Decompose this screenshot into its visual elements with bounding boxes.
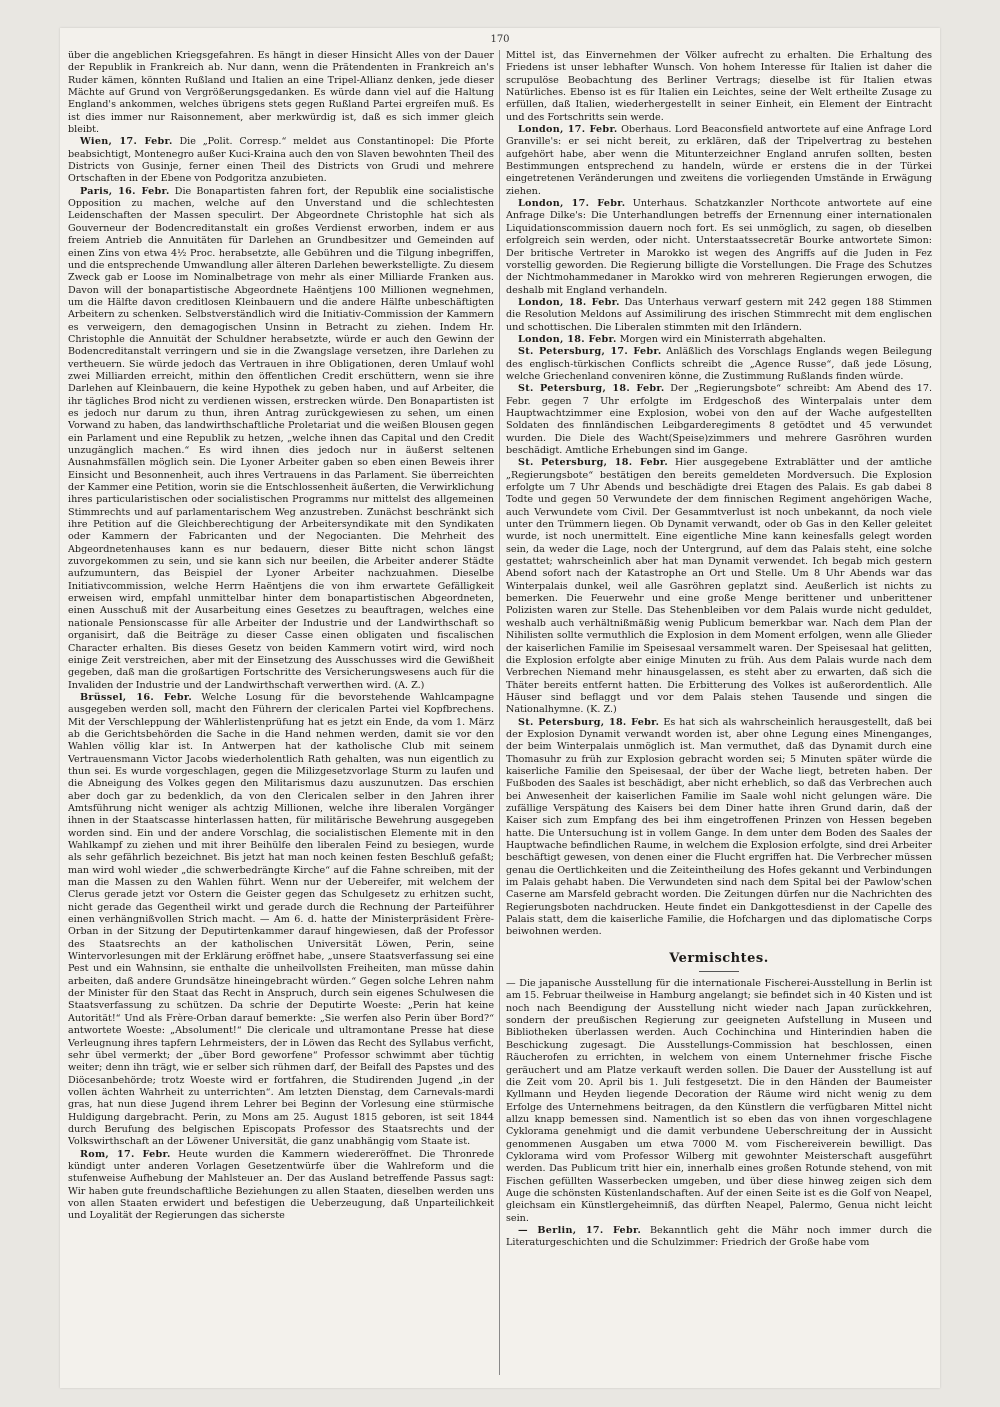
section-title: Vermischtes. xyxy=(669,950,769,966)
article-text: über die angeblichen Kriegsgefahren. Es hängt in dieser Hinsicht Alles von der Dauer der Republik in Frankreich ab. Nur dann, wenn die Prätendenten in Frankreich an's Ruder kämen, könnten Rußland und Italien an eine Tripel-Allianz denken, jede dieser Mächte auf Grund von Vergrößerungsgedanken. Es würde dann viel auf die Haltung England's ankommen, welches übrigens stets gegen Rußland Partei ergreifen muß. Es ist dies immer nur Raisonnement, aber merkwürdig ist, daß es sich immer gleich bleibt. xyxy=(68,50,494,136)
news-article xyxy=(68,1149,494,1223)
column-divider xyxy=(499,50,500,1375)
right-column xyxy=(506,50,932,1380)
article-text: Unterhaus. Schatzkanzler Northcote antwortete auf eine Anfrage Dilke's: Die Unterhandlungen betreffs der Ernennung einer internationalen Liquidationscommission dauern noch fort. Es sei unmöglich, zu sagen, ob dieselben erfolgreich sein werden, oder nicht. Unterstaatssecretär Bourke antwortete Simon: Der britische Vertreter in Marokko ist wegen des Angriffs auf die Juden in Fez vorstellig geworden. Die Regierung billigte die Vorstellungen. Die Frage des Schutzes der Nichtmohammedaner in Marokko wird von mehreren Regierungen erwogen, die deshalb mit England verhandeln. xyxy=(506,198,932,296)
dateline: Paris, 16. Febr. xyxy=(80,185,170,197)
article-text: Der „Regierungsbote“ schreibt: Am Abend des 17. Febr. gegen 7 Uhr erfolgte im Erdgeschoß des Winterpalais unter dem Hauptwachtzimmer eine Explosion, wobei von den auf der Wache aufgestellten Soldaten des finnländischen Leibgarderegiments 8 getödtet und 45 verwundet wurden. Die Diele des Wacht(Speise)zimmers und mehrere Gasröhren wurden beschädigt. Amtliche Erhebungen sind im Gange. xyxy=(506,383,932,456)
news-article xyxy=(506,198,932,297)
article-text: Hier ausgegebene Extrablätter und der amtliche „Regierungsbote“ bestätigen den bereits gemeldeten Mordversuch. Die Explosion erfolgte um 7 Uhr Abends und beschädigte drei Etagen des Palais. Es gab dabei 8 Todte und gegen 50 Verwundete der dem finnischen Regiment angehörigen Wache, auch Verwundete vom Civil. Der Gesammtverlust ist noch unbekannt, da noch viele unter den Trümmern liegen. Ob Dynamit verwandt, oder ob Gas in den Keller geleitet wurde, ist noch unermittelt. Eine eigentliche Mine kann keinesfalls gelegt worden sein, da weder die Lage, noch der Untergrund, auf dem das Palais steht, eine solche gestattet; wahrscheinlich aber hat man Dynamit verwendet. Ich begab mich gestern Abend sofort nach der Katastrophe an Ort und Stelle. Um 8 Uhr Abends war das Winterpalais dunkel, weil alle Gasröhren geplatzt sind. Aeußerlich ist nichts zu bemerken. Die Feuerwehr und eine große Menge berittener und unberittener Polizisten waren zur Stelle. Das Stehenbleiben vor dem Palais wurde nicht geduldet, weshalb auch verhältnißmäßig wenig Publicum bemerkbar war. Nach dem Plan der Nihilisten sollte vermuthlich die Explosion in dem Moment erfolgen, wenn alle Glieder der kaiserlichen Familie im Speisesaal versammelt waren. Der Speisesaal hat gelitten, die Explosion erfolgte aber einige Minuten zu früh. Aus dem Palais wurde nach dem Verbrechen Niemand mehr hinausgelassen, es steht aber zu erwarten, daß sich die Thäter bereits entfernt hatten. Die Erbitterung des Volkes ist außerordentlich. Alle Häuser sind beflaggt und vor dem Palais stehen Tausende und singen die Nationalhymne. (K. Z.) xyxy=(506,457,932,716)
news-article xyxy=(506,346,932,383)
news-article xyxy=(68,136,494,185)
article-text: Mittel ist, das Einvernehmen der Völker aufrecht zu erhalten. Die Erhaltung des Friedens ist unser lebhafter Wunsch. Von hohem Interesse für Italien ist daher die scrupulöse Beobachtung des Berliner Vertrags; dieselbe ist für Italien etwas Natürliches. Ebenso ist es für Italien ein Leichtes, seine der Welt ertheilte Zusage zu erfüllen, daß Italien, wiederhergestellt in seiner Einheit, ein Element der Eintracht und des Fortschritts sein werde. xyxy=(506,50,932,123)
news-article xyxy=(506,124,932,198)
section-rule xyxy=(699,971,739,972)
article-text: Anläßlich des Vorschlags Englands wegen Beilegung des englisch-türkischen Conflicts schreibt die „Agence Russe“, daß jede Lösung, welche Griechenland conveniren könne, die Zustimmung Rußlands finden würde. xyxy=(506,346,932,382)
dateline: St. Petersburg, 18. Febr. xyxy=(518,457,669,469)
misc-item xyxy=(506,1225,932,1250)
article-text: Welche Losung für die bevorstehende Wahlcampagne ausgegeben werden soll, macht den Führern der clericalen Partei viel Kopfbrechens. Mit der Verschleppung der Wählerlistenprüfung hat es jetzt ein Ende, da vom 1. März ab die Gerichtsbehörden die Sache in die Hand nehmen werden, damit sie vor den Wahlen völlig klar ist. In Antwerpen hat der katholische Club mit seinem Vertrauensmann Victor Jacobs wiederholentlich Rath gehalten, was nun eigentlich zu thun sei. Es wurde vorgeschlagen, gegen die Milizgesetzvorlage Sturm zu laufen und die Abneigung des Volkes gegen den Militarismus dazu auszunutzen. Das erschien aber doch gar zu bedenklich, da von den Clericalen selber in den Jahren ihrer Amtsführung nicht weniger als achtzig Millionen, welche ihre liberalen Vorgänger ihnen in der Staatscasse hinterlassen hatten, für militärische Bewehrung ausgegeben worden sind. Ein und der andere Vorschlag, die socialistischen Elemente mit in den Wahlkampf zu ziehen und mit ihrer Beihülfe den liberalen Feind zu besiegen, wurde als sehr gefährlich bezeichnet. Bis jetzt hat man noch keinen festen Beschluß gefaßt; man wird wohl wieder „die schwerbedrängte Kirche“ auf die Fahne schreiben, mit der man die Massen zu den Wahlen führt. Wenn nur der Uebereifer, mit welchem der Clerus gerade jetzt vor Ostern die Geister gegen das Schulgesetz zu erhitzen sucht, nicht gerade das Gegentheil wirkt und gerade durch die Rechnung der Parteiführer einen verhängnißvollen Strich macht. — Am 6. d. hatte der Ministerpräsident Frère-Orban in der Sitzung der Deputirtenkammer darauf hingewiesen, daß der Professor des Staatsrechts an der katholischen Universität Löwen, Perin, seine Wintervorlesungen mit der Erklärung eröffnet habe, „unsere Staatsverfassung sei eine Pest und ein Wahnsinn, sie enthalte die unheilvollsten Freiheiten, man müsse dahin arbeiten, daß andere Grundsätze hineingebracht würden.“ Gegen solche Lehren nahm der Minister für den Staat das Recht in Anspruch, durch sein eigenes Schulwesen die Staatsverfassung zu schützen. Da schrie der Deputirte Woeste: „Perin hat keine Autorität!“ Und als Frère-Orban darauf bemerkte: „Sie werfen also Perin über Bord?“ antwortete Woeste: „Absolument!“ Die clericale und ultramontane Presse hat diese Verleugnung ihres tapfern Lehrmeisters, der in Löwen das Recht des Syllabus verficht, sehr übel vermerkt; der „über Bord geworfene“ Professor schwimmt aber tüchtig weiter; denn ihn trägt, wie er selber sich rühmen darf, der Beifall des Papstes und des Diöcesanbehörde; trotz Woeste wird er fortfahren, die Studirenden Jugend „in der vollen ächten Wahrheit zu unterrichten“. Am letzten Dienstag, dem Carnevals-mardi gras, hat nun diese Jugend ihrem Lehrer bei Beginn der Vorlesung eine stürmische Huldigung dargebracht. Perin, zu Mons am 25. August 1815 geboren, ist seit 1844 durch Berufung des belgischen Episcopats Professor des Staatsrechts und der Volkswirthschaft an der Löwener Universität, die ganz unabhängig vom Staate ist. xyxy=(68,691,494,1148)
page-number: 170 xyxy=(490,34,510,45)
dateline: London, 18. Febr. xyxy=(518,333,617,345)
dateline: Wien, 17. Febr. xyxy=(80,136,173,148)
dateline: St. Petersburg, 17. Febr. xyxy=(518,346,662,358)
article-text: — Die japanische Ausstellung für die internationale Fischerei-Ausstellung in Berlin ist am 15. Februar theilweise in Hamburg angelangt; sie befindet sich in 40 Kisten und ist noch nach Beendigung der Ausstellung nicht wieder nach Japan zurückkehren, sondern der preußischen Regierung zur geeigneten Aufstellung in Museen und Bibliotheken überlassen werden. Auch Cochinchina und Hinterindien haben die Beschickung zugesagt. Die Ausstellungs-Commission hat beschlossen, einen Räucherofen zu errichten, in welchem von einem Unternehmer frische Fische geräuchert und am Platze verkauft werden sollen. Die Dauer der Ausstellung ist auf die Zeit vom 20. April bis 1. Juli festgesetzt. Die in den Händen der Baumeister Kyllmann und Heyden liegende Decoration der Räume wird nicht wenig zu dem Erfolge des Unternehmens beitragen, da den Künstlern die verfügbaren Mittel nicht allzu knapp bemessen sind. Namentlich ist so eben das von ihnen vorgeschlagene Cyklorama genehmigt und die damit verbundene Ueberschreitung der in Aussicht genommenen Ausgaben um etwa 7000 M. vom Fischereiverein bewilligt. Das Cyklorama wird vom Professor Wilberg mit gewohnter Meisterschaft ausgeführt werden. Das Publicum tritt hier ein, innerhalb eines großen Rotunde stehend, von mit Fischen gefüllten Wasserbecken umgeben, und über diese hinweg zeigen sich dem Auge die schönsten Küstenlandschaften. Auf der einen Seite ist es die Golf von Neapel, gleichsam ein Künstlergeheimniß, das dürften Neapel, Palermo, Genua nicht leicht sein. xyxy=(506,978,932,1224)
article-text: Morgen wird ein Ministerrath abgehalten. xyxy=(619,333,826,345)
article-text: Bekanntlich geht die Mähr noch immer durch die Literaturgeschichten und die Schulzimmer: Friedrich der Große habe vom xyxy=(506,1224,932,1249)
news-article xyxy=(68,50,494,136)
dateline: — Berlin, 17. Febr. xyxy=(518,1224,642,1236)
dateline: Rom, 17. Febr. xyxy=(80,1148,171,1160)
dateline: London, 17. Febr. xyxy=(518,198,626,210)
dateline: London, 17. Febr. xyxy=(518,124,618,136)
article-text: Die Bonapartisten fahren fort, der Republik eine socialistische Opposition zu machen, welche auf den Unverstand und die schlechtesten Leidenschaften der Massen speculirt. Der Abgeordnete Christophle hat sich als Gouverneur der Bodencreditanstalt ein großes Verdienst erworben, indem er aus freiem Antrieb die Annuitäten für Darlehen an Grundbesitzer und Gemeinden auf einen Zins von etwa 4½ Proc. herabsetzte, alle Gebühren und die Tilgung inbegriffen, und die entsprechende Umwandlung aller älteren Darlehen bewerkstelligte. Zu diesem Zweck gab er Loose im Nominalbetrage von mehr als einer Milliarde Franken aus. Davon will der bonapartistische Abgeordnete Haëntjens 100 Millionen wegnehmen, um die Hälfte davon creditlosen Kleinbauern und die andere Hälfte unbeschäftigten Arbeitern zu schenken. Selbstverständlich wird die Initiativ-Commission der Kammern es verweigern, den demagogischen Unsinn in Betracht zu ziehen. Indem Hr. Christophle die Annuität der Schuldner herabsetzte, würde er auch den Gewinn der Bodencreditanstalt verringern und sie in die Zwangslage versetzen, ihre Darlehen zu vertheuern. Sie würde jedoch das Vertrauen in ihre Obligationen, deren Umlauf wohl zwei Milliarden erreicht, mithin den öffentlichen Credit erschüttern, wenn sie ihre Darlehen auf Kleinbauern, die keine Hypothek zu geben haben, und auf Arbeiter, die ihr tägliches Brod nicht zu verdienen wissen, erstrecken würde. Den Bonapartisten ist es jedoch nur darum zu thun, ihren Antrag zurückgewiesen zu sehen, um einen Vorwand zu haben, das landwirthschaftliche Proletariat und die weißen Blousen gegen ein Parlament und eine Republik zu hetzen, „welche ihnen das Capital und den Credit unzugänglich machen.“ Es wird ihnen dies jedoch nur in äußerst seltenen Ausnahmsfällen möglich sein. Die Lyoner Arbeiter gaben so eben einen Beweis ihrer Einsicht und Besonnenheit, auch ihres Vertrauens in das Parlament. Sie überreichten der Kammer eine Petition, worin sie die Entschlossenheit äußerten, die Verwirklichung ihres particularistischen oder socialistischen Programms nur mittelst des allgemeinen Stimmrechts und auf parlamentarischem Weg anzustreben. Zunächst beschränkt sich ihre Petition auf die Gleichberechtigung der Arbeitersyndikate mit den Syndikaten oder Kammern der Fabricanten und der Negocianten. Die Mehrheit des Abgeordnetenhauses kann es nur bedauern, dieser Bitte nicht schon längst zuvorgekommen zu sein, und sie kann sich nur beeilen, die Arbeiter anderer Städte aufzumuntern, das Beispiel der Lyoner Arbeiter nachzuahmen. Dieselbe Initiativcommission, welche Herrn Haëntjens die von ihm erwartete Gefälligkeit erweisen wird, empfahl unmittelbar hinter dem bonapartistischen Abgeordneten, einen Ausschuß mit der Ausarbeitung eines Gesetzes zu beauftragen, welches eine nationale Pensionscasse für alle Arbeiter der Industrie und der Landwirthschaft so organisirt, daß die Beiträge zu dieser Casse einen obligaten und fiscalischen Character erhalten. Bis dieses Gesetz von beiden Kammern votirt wird, wird noch einige Zeit verstreichen, aber mit der Einsetzung des Ausschusses wird die Gewißheit gegeben, daß man die großartigen Fortschritte des Versicherungswesens auch für die Invaliden der Industrie und der Landwirthschaft verwerthen wird. (A. Z.) xyxy=(68,185,494,691)
article-text: Es hat sich als wahrscheinlich herausgestellt, daß bei der Explosion Dynamit verwandt worden ist, aber ohne Legung eines Minenganges, der beim Winterpalais unmöglich ist. Man vermuthet, daß das Dynamit durch eine Thomasuhr zu früh zur Explosion gebracht worden sei; 5 Minuten später würde die kaiserliche Familie den Speisesaal, der über der Wache liegt, betreten haben. Der Fußboden des Saales ist beschädigt, aber nicht erheblich, so daß das Verbrechen auch bei Anwesenheit der kaiserlichen Familie im Saale wohl nicht gelungen wäre. Die zufällige Verspätung des Kaisers bei dem Diner hatte ihren Grund darin, daß der Kaiser sich zum Empfang des bei ihm eingetroffenen Prinzen von Hessen begeben hatte. Die Untersuchung ist in vollem Gange. In dem unter dem Boden des Saales der Hauptwache befindlichen Raume, in welchem die Explosion erfolgte, sind drei Arbeiter beschäftigt gewesen, von denen einer die Flucht ergriffen hat. Die Verbrecher müssen genau die Oertlichkeiten und die Zeiteintheilung des Hofes gekannt und Verbindungen im Palais gehabt haben. Die Verwundeten sind nach dem Spital bei der Pawlow'schen Caserne am Marsfeld gebracht worden. Die Zeitungen dürfen nur die Nachrichten des Regierungsboten nachdrucken. Heute findet ein Dankgottesdienst in der Capelle des Palais statt, dem die kaiserliche Familie, die Hofchargen und das diplomatische Corps beiwohnen werden. xyxy=(506,716,932,938)
article-text: Oberhaus. Lord Beaconsfield antwortete auf eine Anfrage Lord Granville's: er sei nicht bereit, zu erklären, daß der Tripelvertrag zu bestehen aufgehört habe, aber wenn die Mitunterzeichner England anrufen sollten, besten Bestimmungen entsprechend zu handeln, würde er erstens die in der Türkei eingetretenen Veränderungen und zweitens die vorliegenden Umstände in Erwägung ziehen. xyxy=(506,124,932,197)
article-text: Die „Polit. Corresp.“ meldet aus Constantinopel: Die Pforte beabsichtigt, Montenegro außer Kuci-Kraina auch den von Slaven bewohnten Theil des Districts von Gusinje, ferner einen Theil des Districts von Grudi und mehrere Ortschaften in der Ebene von Podgoritza anzubieten. xyxy=(68,136,494,185)
newspaper-page xyxy=(60,28,940,1388)
news-article xyxy=(506,383,932,457)
news-article xyxy=(506,297,932,334)
news-article xyxy=(506,334,932,346)
article-text: Das Unterhaus verwarf gestern mit 242 gegen 188 Stimmen die Resolution Meldons auf Assimilirung des irischen Stimmrecht mit dem englischen und schottischen. Die Liberalen stimmten mit den Irländern. xyxy=(506,296,932,333)
dateline: St. Petersburg, 18. Febr. xyxy=(518,383,665,395)
news-article xyxy=(506,50,932,124)
article-text: Heute wurden die Kammern wiedereröffnet. Die Thronrede kündigt unter anderen Vorlagen Gesetzentwürfe über die Wahlreform und die stufenweise Aufhebung der Mahlsteuer an. Der das Ausland betreffende Passus sagt: Wir haben gute freundschaftliche Beziehungen zu allen Staaten, dieselben werden uns von allen Staaten erwidert und befestigen die Ueberzeugung, daß Unparteilichkeit und Loyalität der Regierungen das sicherste xyxy=(68,1148,494,1222)
dateline: Brüssel, 16. Febr. xyxy=(80,691,193,703)
news-article xyxy=(506,717,932,939)
left-column xyxy=(68,50,494,1380)
misc-item xyxy=(506,978,932,1225)
news-article xyxy=(506,457,932,716)
news-article xyxy=(68,186,494,692)
dateline: St. Petersburg, 18. Febr. xyxy=(518,716,660,728)
dateline: London, 18. Febr. xyxy=(518,296,620,308)
news-article xyxy=(68,692,494,1149)
